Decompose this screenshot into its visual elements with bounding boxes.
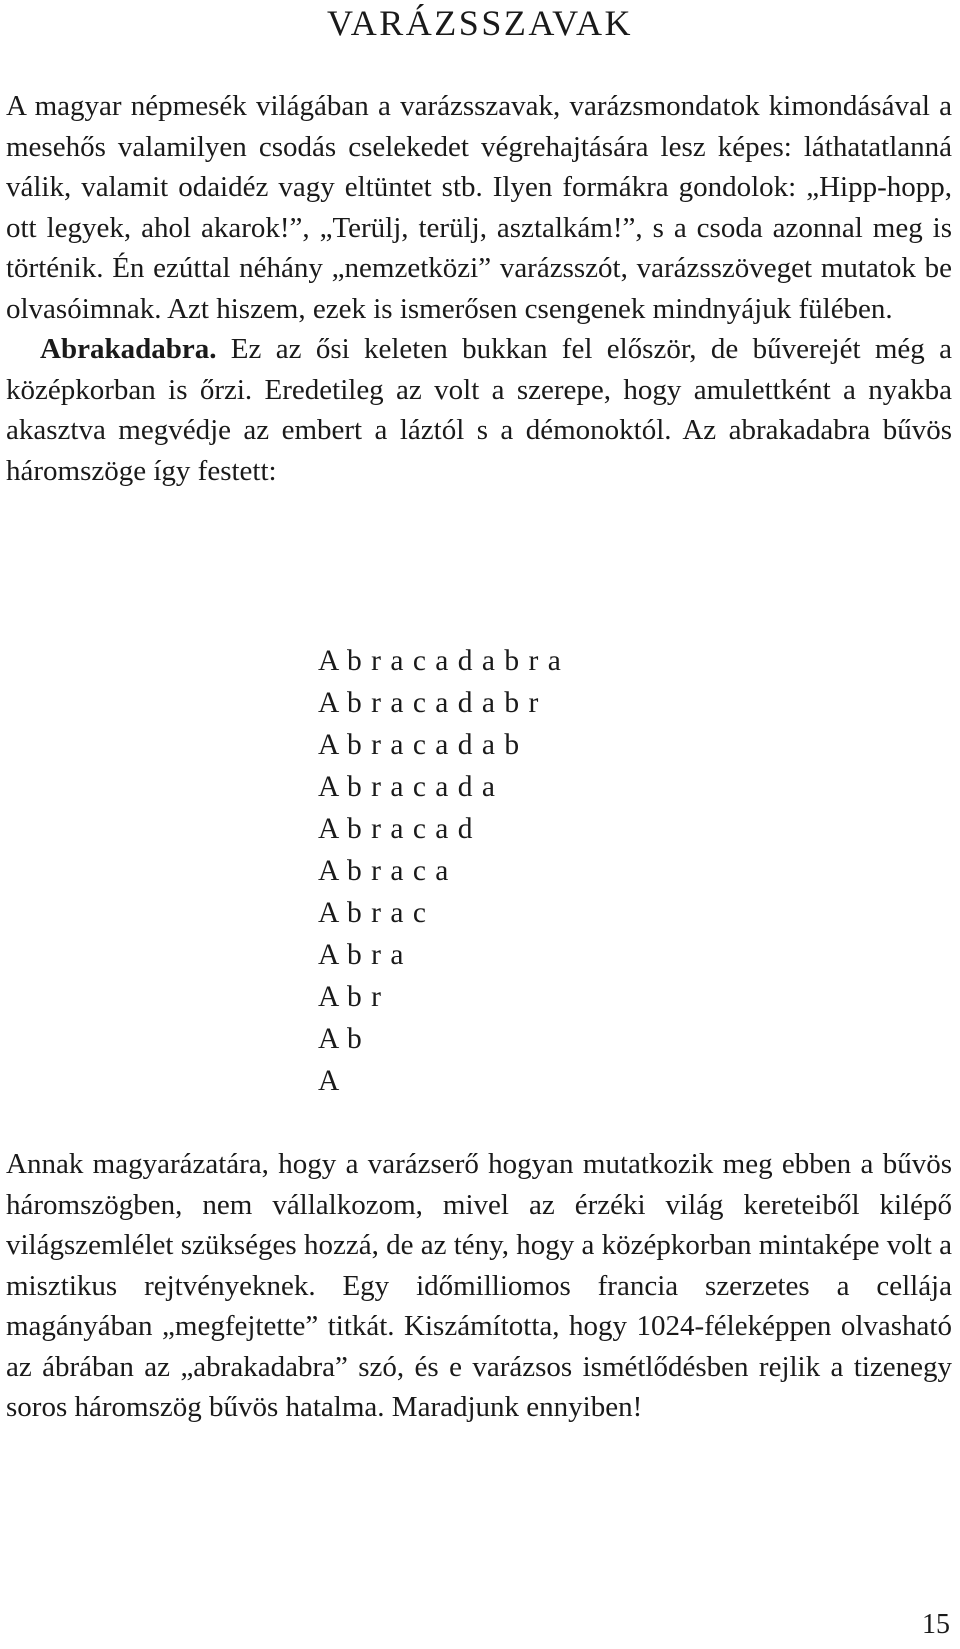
abrakadabra-heading: Abrakadabra.	[40, 333, 217, 365]
triangle-line: A b r a c a d a b r a	[318, 645, 562, 677]
triangle-line: A b r a c a d a b r	[318, 687, 540, 719]
paragraph-explanation: Annak magyarázatára, hogy a varázserő hogyan mutatkozik meg ebben a bűvös háromszögben, nem vállalkozom, mivel az érzéki világ kereteiből kilépő világszemlélet szükséges hozzá, de az tény, hogy a középkorban mintaképe volt a misztikus rejtvényeknek. Egy időmilliomos francia szerzetes a cellája magányában „megfejtette” titkát. Kiszámította, hogy 1024-féleképpen olvasható az ábrában az „abrakadabra” szó, és e varázsos ismétlődésben rejlik a tizenegy soros háromszög bűvös hatalma. Maradjunk ennyiben!	[6, 1148, 952, 1423]
page-title: VARÁZSSZAVAK	[326, 3, 634, 43]
paragraph-intro	[6, 86, 952, 491]
triangle-line: A b r a c a d	[318, 813, 474, 845]
triangle-line: A b	[318, 1023, 363, 1055]
paragraph-abrakadabra-text: Ez az ősi keleten bukkan fel először, de bűverejét még a középkorban is őrzi. Eredetileg az volt a szerepe, hogy amulettként a nyakba akasztva megvédje az embert a láztól s a démonoktól. Az abrakadabra bűvös háromszöge így festett:	[6, 333, 952, 487]
page-number: 15	[922, 1609, 950, 1640]
triangle-line: A b r a c	[318, 897, 427, 929]
triangle-line: A	[318, 1065, 341, 1097]
triangle-line: A b r a c a d a b	[318, 729, 521, 761]
triangle-line: A b r a c a	[318, 855, 450, 887]
triangle-line: A b r a c a d a	[318, 771, 496, 803]
abrakadabra-triangle	[318, 640, 562, 1102]
triangle-line: A b r	[318, 981, 382, 1013]
triangle-line: A b r a	[318, 939, 405, 971]
paragraph-intro-text: A magyar népmesék világában a varázsszavak, varázsmondatok kimondásával a mesehős valamilyen csodás cselekedet végrehajtására lesz képes: láthatatlanná válik, valamit odaidéz vagy eltüntet stb. Ilyen formákra gondolok: „Hipp-hopp, ott legyek, ahol akarok!”, „Terülj, terülj, asztalkám!”, s a csoda azonnal meg is történik. Én ezúttal néhány „nemzetközi” varázsszót, varázsszöveget mutatok be olvasóimnak. Azt hiszem, ezek is ismerősen csengenek mindnyájuk fülében.	[6, 90, 952, 325]
